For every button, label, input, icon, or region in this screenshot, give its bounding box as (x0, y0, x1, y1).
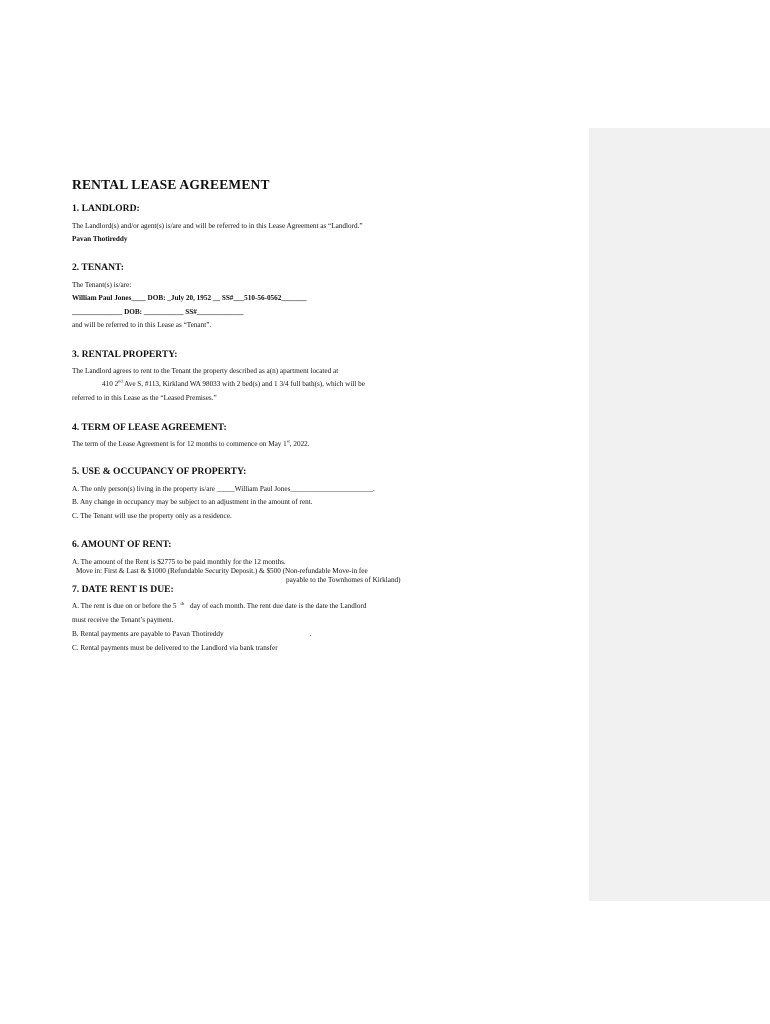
due-b: B. Rental payments are payable to Pavan Thotireddy . (72, 630, 312, 638)
rent-a: A. The amount of the Rent is $2775 to be paid monthly for the 12 months. (72, 558, 286, 566)
due-c: C. Rental payments must be delivered to the Landlord via bank transfer (72, 644, 278, 652)
occupancy-b: B. Any change in occupancy may be subject to an adjustment in the amount of rent. (72, 498, 313, 506)
tenant-line-2: ______________ DOB: ___________ SS#_____________ (72, 308, 244, 316)
rent-move-in: Move in: First & Last & $1000 (Refundable Security Deposit.) & $500 (Non-refundable Move-in fee (76, 567, 368, 575)
section-property-heading: 3. RENTAL PROPERTY: (72, 349, 178, 360)
rent-move-in-cont: payable to the Townhomes of Kirkland) (286, 576, 401, 584)
tenant-outro: and will be referred to in this Lease as “Tenant”. (72, 321, 212, 329)
due-a: A. The rent is due on or before the 5 $^{th}$ day of each month. The rent due date is the date the Landlord (72, 600, 367, 610)
comment-pane (589, 128, 770, 901)
property-line-3: referred to in this Lease as the “Leased Premises.” (72, 394, 217, 402)
term-text: The term of the Lease Agreement is for 12 months to commence on May 1st, 2022. (72, 438, 310, 448)
section-tenant-heading: 2. TENANT: (72, 262, 124, 273)
occupancy-a: A. The only person(s) living in the property is/are _____William Paul Jones_______________________. (72, 485, 375, 493)
property-line-2: 410 2nd Ave S, #113, Kirkland WA 98033 with 2 bed(s) and 1 3/4 full bath(s), which will be (102, 378, 365, 388)
section-occupancy-heading: 5. USE & OCCUPANCY OF PROPERTY: (72, 466, 247, 477)
landlord-text: The Landlord(s) and/or agent(s) is/are and will be referred to in this Lease Agreement as “Landlord.” (72, 222, 363, 230)
landlord-name: Pavan Thotireddy (72, 235, 128, 243)
tenant-intro: The Tenant(s) is/are: (72, 281, 132, 289)
section-landlord-heading: 1. LANDLORD: (72, 203, 140, 214)
section-rent-heading: 6. AMOUNT OF RENT: (72, 539, 172, 550)
section-due-heading: 7. DATE RENT IS DUE: (72, 584, 174, 595)
occupancy-c: C. The Tenant will use the property only as a residence. (72, 512, 232, 520)
tenant-line-1: William Paul Jones____ DOB: _July 20, 1952 __ SS#___510-56-0562_______ (72, 294, 307, 302)
section-term-heading: 4. TERM OF LEASE AGREEMENT: (72, 422, 227, 433)
document-title: RENTAL LEASE AGREEMENT (72, 177, 270, 192)
due-a-cont: must receive the Tenant’s payment. (72, 616, 174, 624)
property-line-1: The Landlord agrees to rent to the Tenant the property described as a(n) apartment located at (72, 367, 339, 375)
